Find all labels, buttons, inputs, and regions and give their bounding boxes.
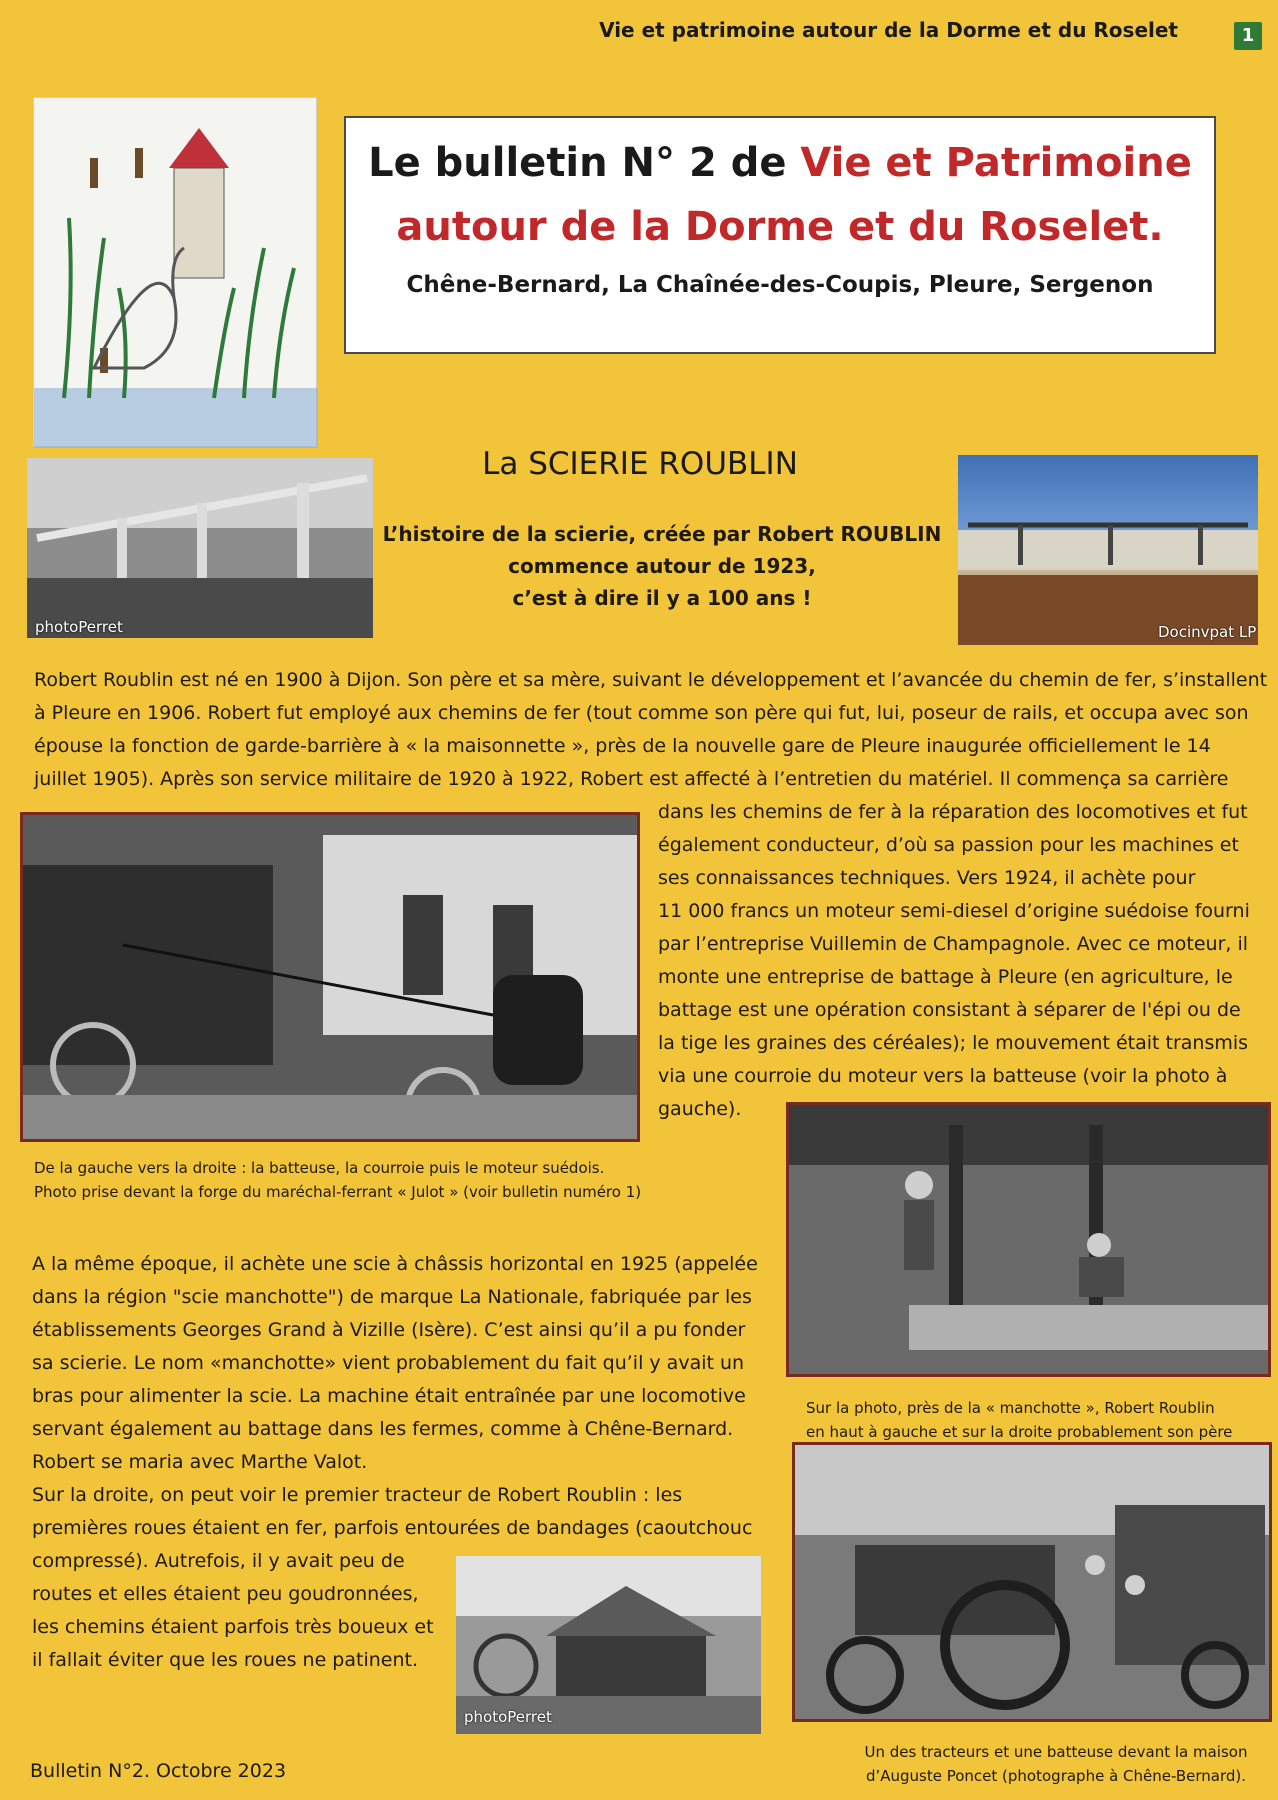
bulletin-title-line2: autour de la Dorme et du Roselet. <box>396 204 1164 250</box>
text-line: épouse la fonction de garde-barrière à « la maisonnette », près de la nouvelle gare de Pleure inaugurée officiellement le 14 <box>34 735 1211 757</box>
sawmill-modern-photo <box>958 455 1258 645</box>
caption-line: Sur la photo, près de la « manchotte », Robert Roublin <box>806 1399 1215 1417</box>
text-line: il fallait éviter que les roues ne patinent. <box>32 1649 418 1671</box>
old-sawmill-shed-photo <box>456 1556 761 1734</box>
caption-line: De la gauche vers la droite : la batteuse, la courroie puis le moteur suédois. <box>34 1159 605 1177</box>
page-number-badge: 1 <box>1234 22 1262 50</box>
text-line: gauche). <box>658 1098 742 1120</box>
bulletin-title-line1 <box>346 140 1214 186</box>
text-line: premières roues étaient en fer, parfois entourées de bandages (caoutchouc <box>32 1517 753 1539</box>
text-line: dans les chemins de fer à la réparation des locomotives et fut <box>658 801 1248 823</box>
text-line: par l’entreprise Vuillemin de Champagnole. Avec ce moteur, il <box>658 933 1249 955</box>
text-line: via une courroie du moteur vers la batteuse (voir la photo à <box>658 1065 1228 1087</box>
text-line: battage est une opération consistant à séparer de l'épi ou de <box>658 999 1241 1021</box>
running-header: Vie et patrimoine autour de la Dorme et du Roselet <box>599 18 1178 42</box>
paragraph-1-right-column <box>658 796 1258 1126</box>
threshing-photo-caption <box>34 1156 654 1204</box>
heron-drawing-image <box>33 97 317 447</box>
text-line: juillet 1905). Après son service militaire de 1920 à 1922, Robert est affecté à l’entretien du matériel. Il commença sa carrière <box>34 768 1229 790</box>
manchotte-photo-caption <box>806 1396 1276 1444</box>
article-title: La SCIERIE ROUBLIN <box>482 446 798 482</box>
photo-credit-top-left: photoPerret <box>35 618 123 636</box>
photo-credit-bottom: photoPerret <box>464 1708 552 1726</box>
heron-drawing-icon <box>34 98 318 448</box>
text-line: compressé). Autrefois, il y avait peu de <box>32 1550 405 1572</box>
manchotte-saw-photo <box>786 1102 1271 1377</box>
caption-line: en haut à gauche et sur la droite probablement son père <box>806 1423 1233 1441</box>
caption-line: Photo prise devant la forge du maréchal-ferrant « Julot » (voir bulletin numéro 1) <box>34 1183 642 1201</box>
article-intro <box>382 518 942 614</box>
text-line: ses connaissances techniques. Vers 1924, il achète pour <box>658 867 1196 889</box>
text-line: A la même époque, il achète une scie à châssis horizontal en 1925 (appelée <box>32 1253 758 1275</box>
text-line: 11 000 francs un moteur semi-diesel d’origine suédoise fourni <box>658 900 1250 922</box>
text-line: la tige les graines des céréales); le mouvement était transmis <box>658 1032 1249 1054</box>
intro-line: commence autour de 1923, <box>508 554 816 578</box>
tractor-thresher-photo <box>792 1442 1272 1722</box>
text-line: Robert se maria avec Marthe Valot. <box>32 1451 368 1473</box>
text-line: servant également au battage dans les fermes, comme à Chêne-Bernard. <box>32 1418 734 1440</box>
intro-line: c’est à dire il y a 100 ans ! <box>512 586 812 610</box>
threshing-machine-photo <box>20 812 640 1142</box>
sawmill-sheds-photo <box>27 458 373 638</box>
paragraph-1-full-width <box>34 664 1268 796</box>
text-line: bras pour alimenter la scie. La machine était entraînée par une locomotive <box>32 1385 746 1407</box>
communes-list: Chêne-Bernard, La Chaînée-des-Coupis, Pleure, Sergenon <box>406 272 1154 298</box>
text-line: monte une entreprise de battage à Pleure (en agriculture, le <box>658 966 1233 988</box>
bulletin-title-red: Vie et Patrimoine <box>800 140 1192 186</box>
text-line: établissements Georges Grand à Vizille (Isère). C’est ainsi qu’il a pu fonder <box>32 1319 746 1341</box>
text-line: sa scierie. Le nom «manchotte» vient probablement du fait qu’il y avait un <box>32 1352 745 1374</box>
photo-credit-top-right: Docinvpat LP <box>1158 623 1257 641</box>
caption-line: Un des tracteurs et une batteuse devant la maison <box>864 1743 1248 1761</box>
text-line: à Pleure en 1906. Robert fut employé aux chemins de fer (tout comme son père qui fut, lui, poseur de rails, et occupa avec son <box>34 702 1249 724</box>
text-line: Robert Roublin est né en 1900 à Dijon. Son père et sa mère, suivant le développement et l’avancée du chemin de fer, s’installent <box>34 669 1268 691</box>
caption-line: d’Auguste Poncet (photographe à Chêne-Bernard). <box>865 1767 1247 1785</box>
text-line: les chemins étaient parfois très boueux et <box>32 1616 434 1638</box>
bulletin-title-box <box>344 116 1216 354</box>
bulletin-footer: Bulletin N°2. Octobre 2023 <box>30 1760 287 1782</box>
text-line: dans la région "scie manchotte") de marque La Nationale, fabriquée par les <box>32 1286 752 1308</box>
intro-line: L’histoire de la scierie, créée par Robert ROUBLIN <box>382 522 942 546</box>
text-line: routes et elles étaient peu goudronnées, <box>32 1583 419 1605</box>
tractor-photo-caption <box>846 1740 1266 1788</box>
bulletin-title-prefix: Le bulletin N° 2 de <box>368 140 801 186</box>
text-line: Sur la droite, on peut voir le premier tracteur de Robert Roublin : les <box>32 1484 683 1506</box>
text-line: également conducteur, d’où sa passion pour les machines et <box>658 834 1239 856</box>
